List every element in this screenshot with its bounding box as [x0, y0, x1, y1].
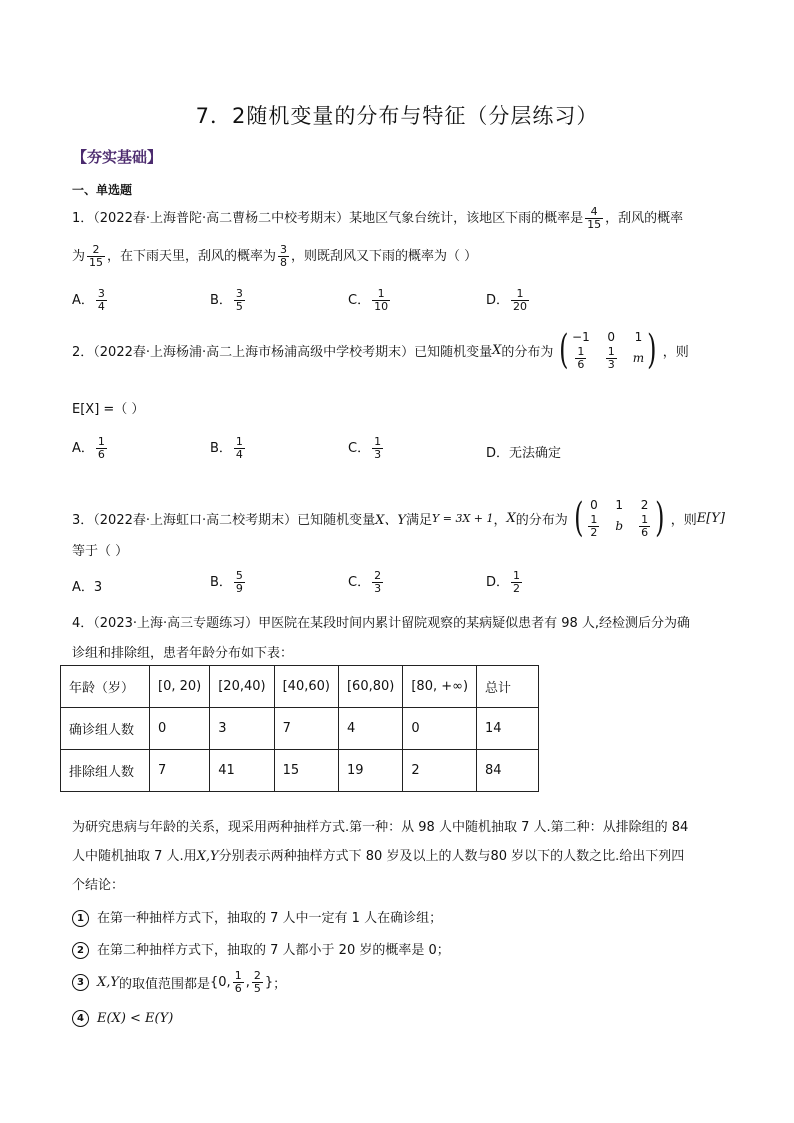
- q1-text: ，刮风的概率: [605, 211, 684, 226]
- q1-option-d[interactable]: D． $\frac{1}{20}$: [486, 287, 528, 313]
- table-cell: 7: [150, 750, 210, 792]
- q3-line-2: 等于（ ）: [72, 544, 129, 559]
- q2-option-c[interactable]: C． $\frac{1}{3}$: [348, 435, 382, 461]
- table-cell: 7: [274, 708, 338, 750]
- table-cell: 0: [150, 708, 210, 750]
- table-cell: 4: [338, 708, 402, 750]
- subsection-heading: 一、单选题: [72, 183, 133, 197]
- q4-line-2: 诊组和排除组，患者年龄分布如下表：: [72, 646, 294, 661]
- q1-option-a[interactable]: A． $\frac{3}{4}$: [72, 287, 105, 313]
- distribution-matrix: ( 0 1 2 $\frac{1}{2}$ b $\frac{1}{6}$ ): [573, 495, 665, 541]
- q1-line-2: 为 $\frac{2}{15}$ ，在下雨天里，刮风的概率为 $\frac{3}{8}$ ，则既刮风又下雨的概率为（ ）: [72, 243, 478, 269]
- q2-line-1: 2．（2022春·上海杨浦·高二上海市杨浦高级中学校考期末）已知随机变量 X 的分布为 ( −1 0 1 $\frac{1}{6}$ $\frac{1}{3}$ m ) ，则: [72, 327, 689, 373]
- statement-4: 4 E(X) < E(Y): [72, 1010, 173, 1027]
- q2-line-2: E[X] =（ ）: [72, 402, 145, 417]
- table-cell: [80, +∞): [403, 666, 477, 708]
- statement-3: 3 X,Y 的取值范围都是 {0, $\frac{1}{6}$ , $\frac{2}{5}$ } ；: [72, 970, 286, 995]
- circled-number: 2: [72, 942, 89, 959]
- q3-line-1: 3．（2022春·上海虹口·高二校考期末）已知随机变量 X、Y 满足 Y = 3X + 1 ， X 的分布为 ( 0 1 2 $\frac{1}{2}$ b $\frac{1}{6}$ ) ，则 E[Y]: [72, 495, 725, 541]
- fraction: $\frac{4}{15}$: [587, 205, 602, 231]
- table-cell: 15: [274, 750, 338, 792]
- q3-option-a[interactable]: A．3: [72, 580, 103, 595]
- table-cell: 41: [210, 750, 274, 792]
- q3-option-d[interactable]: D． $\frac{1}{2}$: [486, 569, 521, 595]
- q3-option-b[interactable]: B． $\frac{5}{9}$: [210, 569, 243, 595]
- table-cell: 总计: [477, 666, 539, 708]
- table-cell: [60,80): [338, 666, 402, 708]
- table-row: [61, 750, 539, 792]
- q4-paragraph-1: 为研究患病与年龄的关系，现采用两种抽样方式.第一种：从 98 人中随机抽取 7 人.第二种：从排除组的 84: [72, 820, 689, 835]
- table-cell: [0, 20): [150, 666, 210, 708]
- section-heading: 【夯实基础】: [72, 148, 163, 166]
- variable-x: X: [492, 342, 502, 358]
- table-cell: [20,40): [210, 666, 274, 708]
- table-cell: 0: [403, 708, 477, 750]
- table-cell: 19: [338, 750, 402, 792]
- table-cell: 14: [477, 708, 539, 750]
- q1-line-1: [72, 206, 683, 231]
- table-cell: 年龄（岁）: [61, 666, 150, 708]
- table-cell: [40,60): [274, 666, 338, 708]
- circled-number: 3: [72, 974, 89, 991]
- q4-paragraph-2: 人中随机抽取 7 人.用X,Y分别表示两种抽样方式下 80 岁及以上的人数与80 岁以下的人数之比.给出下列四: [72, 849, 685, 864]
- circled-number: 1: [72, 910, 89, 927]
- table-row: [61, 708, 539, 750]
- fraction: $\frac{2}{15}$: [89, 243, 104, 269]
- q2-option-a[interactable]: A． $\frac{1}{6}$: [72, 435, 105, 461]
- table-header-row: [61, 666, 539, 708]
- q1-option-c[interactable]: C． $\frac{1}{10}$: [348, 287, 389, 313]
- q1-option-b[interactable]: B． $\frac{3}{5}$: [210, 287, 243, 313]
- table-cell: 2: [403, 750, 477, 792]
- page-title: 7．2随机变量的分布与特征（分层练习）: [195, 104, 599, 128]
- q1-text: 1．（2022春·上海普陀·高二曹杨二中校考期末）某地区气象台统计，该地区下雨的概率是: [72, 211, 584, 226]
- distribution-matrix: ( −1 0 1 $\frac{1}{6}$ $\frac{1}{3}$ m ): [559, 327, 657, 373]
- age-distribution-table: [60, 665, 539, 792]
- q4-paragraph-3: 个结论：: [72, 878, 125, 893]
- q2-option-d[interactable]: D．无法确定: [486, 446, 562, 461]
- table-cell: 84: [477, 750, 539, 792]
- statement-1: 1 在第一种抽样方式下，抽取的 7 人中一定有 1 人在确诊组；: [72, 907, 442, 927]
- fraction: $\frac{3}{8}$: [280, 243, 288, 269]
- table-cell: 3: [210, 708, 274, 750]
- statement-2: 2 在第二种抽样方式下，抽取的 7 人都小于 20 岁的概率是 0；: [72, 939, 450, 959]
- table-cell: 确诊组人数: [61, 708, 150, 750]
- q2-option-b[interactable]: B． $\frac{1}{4}$: [210, 435, 243, 461]
- circled-number: 4: [72, 1010, 89, 1027]
- table-cell: 排除组人数: [61, 750, 150, 792]
- q4-line-1: 4．（2023·上海·高三专题练习）甲医院在某段时间内累计留院观察的某病疑似患者有 98 人,经检测后分为确: [72, 616, 691, 631]
- q3-option-c[interactable]: C． $\frac{2}{3}$: [348, 569, 382, 595]
